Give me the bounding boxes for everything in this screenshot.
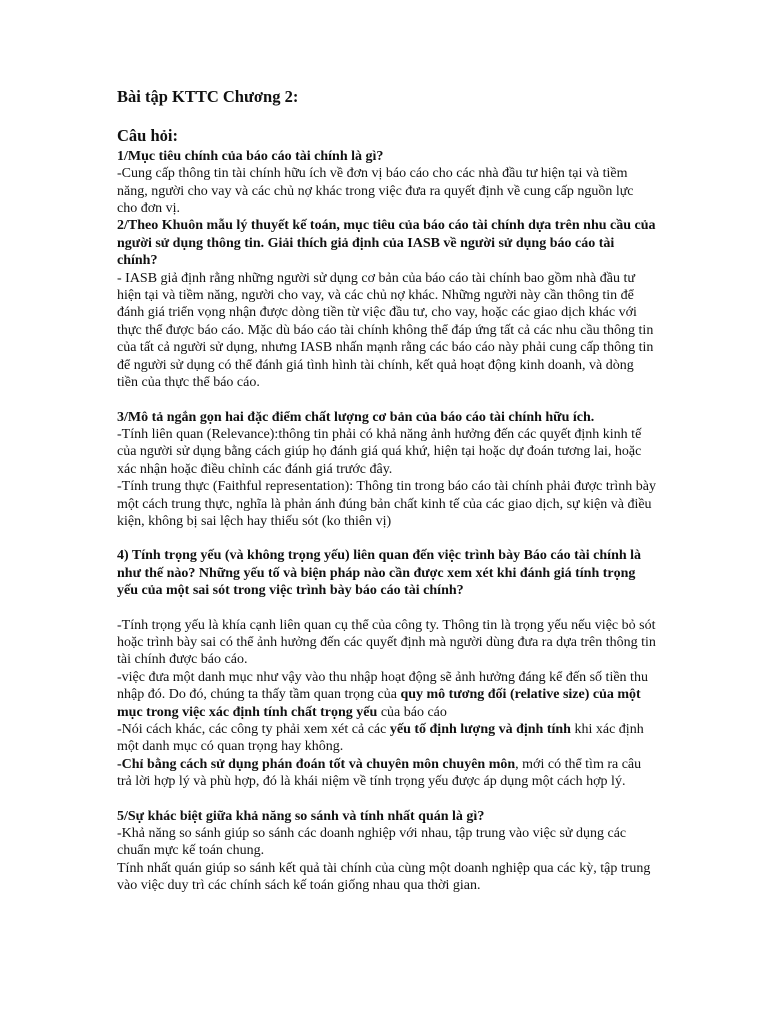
answer-4-emphasis: yếu tố định lượng và định tính [389,722,571,737]
question-4: 4) Tính trọng yếu (và không trọng yếu) liên quan đến việc trình bày Báo cáo tài chính là như thế nào? Những yếu tố và biện pháp nào cần được xem xét khi đánh giá tính trọng yếu của một sai sót trong việc trình bày báo cáo tài chính? [117,548,642,599]
answer-4-paragraph-4 [117,756,657,791]
answer-4-paragraph-3 [117,721,657,756]
answer-4-emphasis: quy mô tương đối (relative size) của một mục trong việc xác định tính chất trọng yếu [117,687,641,720]
answer-4-text: -việc đưa một danh mục như vậy vào thu nhập hoạt động sẽ ảnh hưởng đáng kể đến số tiền thu nhập đó. Do đó, chúng ta thấy tầm quan trọng của [117,669,648,703]
answer-4-paragraph-1: -Tính trọng yếu là khía cạnh liên quan cụ thể của công ty. Thông tin là trọng yếu nếu việc bỏ sót hoặc trình bày sai có thể ảnh hưởng đến các quyết định mà người dùng đưa ra dựa trên thông tin tài chính được báo cáo. [117,617,656,668]
section-heading: Câu hỏi: [117,126,178,146]
answer-4-text: , mới có thể tìm ra câu trả lời hợp lý và phù hợp, đó là khái niệm về tính trọng yếu được áp dụng một cách hợp lý. [117,756,642,790]
answer-4-text: của báo cáo [377,704,447,720]
spacer [117,600,657,617]
document-page [117,88,657,895]
answer-4-emphasis: -Chỉ bằng cách sử dụng phán đoán tốt và chuyên môn chuyên môn [117,756,516,772]
spacer [117,791,657,808]
answer-3-relevance: -Tính liên quan (Relevance):thông tin phải có khả năng ảnh hưởng đến các quyết định kinh tế của người sử dụng bằng cách giúp họ đánh giá quá khứ, hiện tại hoặc dự đoán tương lai, hoặc xác nhận hoặc điều chỉnh các đánh giá trước đây. [117,426,642,477]
question-5: 5/Sự khác biệt giữa khả năng so sánh và tính nhất quán là gì? [117,808,485,824]
question-1: 1/Mục tiêu chính của báo cáo tài chính là gì? [117,148,384,164]
answer-4-paragraph-2 [117,669,657,721]
spacer [117,392,657,409]
answer-2: - IASB giả định rằng những người sử dụng cơ bản của báo cáo tài chính bao gồm nhà đầu tư hiện tại và tiềm năng, người cho vay, và các chủ nợ khác. Những người này cần thông tin để đánh giá triển vọng nhận được dòng tiền từ việc đầu tư, cho vay, hoặc các giao dịch khác với thực thể được báo cáo. Mặc dù báo cáo tài chính không thể đáp ứng tất cả các nhu cầu thông tin của tất cả người sử dụng, nhưng IASB nhấn mạnh rằng các báo cáo này phải cung cấp thông tin để người sử dụng có thể đánh giá tình hình tài chính, kết quả hoạt động kinh doanh, và dòng tiền của thực thể báo cáo. [117,270,654,391]
question-3: 3/Mô tả ngắn gọn hai đặc điểm chất lượng cơ bản của báo cáo tài chính hữu ích. [117,409,595,425]
answer-3-faithful: -Tính trung thực (Faithful representation): Thông tin trong báo cáo tài chính phải được trình bày một cách trung thực, nghĩa là phản ánh đúng bản chất kinh tế của các giao dịch, sự kiện và điều kiện, không bị sai lệch hay thiếu sót (ko thiên vị) [117,479,657,529]
answer-4-text: -Nói cách khác, các công ty phải xem xét cả các [117,722,390,737]
spacer [117,530,657,547]
answer-5-comparability: -Khả năng so sánh giúp so sánh các doanh nghiệp với nhau, tập trung vào việc sử dụng các chuẩn mực kế toán chung. [117,826,627,859]
document-title: Bài tập KTTC Chương 2: [117,87,299,106]
answer-4-text: khi xác định một danh mục có quan trọng hay không. [117,722,644,755]
answer-5-consistency: Tính nhất quán giúp so sánh kết quả tài chính của cùng một doanh nghiệp qua các kỳ, tập trung vào việc duy trì các chính sách kế toán giống nhau qua thời gian. [117,860,651,894]
answer-1: -Cung cấp thông tin tài chính hữu ích về đơn vị báo cáo cho các nhà đầu tư hiện tại và tiềm năng, người cho vay và các chủ nợ khác trong việc đưa ra quyết định về cung cấp nguồn lực cho đơn vị. [117,166,634,217]
question-2: 2/Theo Khuôn mẫu lý thuyết kế toán, mục tiêu của báo cáo tài chính dựa trên nhu cầu của người sử dụng thông tin. Giải thích giả định của IASB về người sử dụng báo cáo tài chính? [117,218,656,269]
